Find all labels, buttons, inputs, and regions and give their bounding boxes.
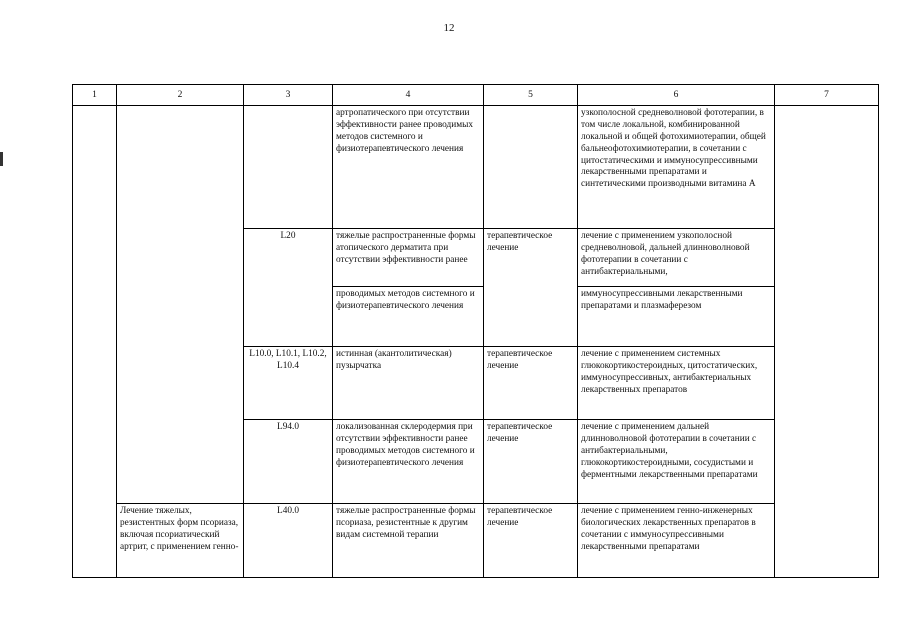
method-cell: лечение с применением системных глюкокортикостероидных, цитостатических, иммуносупрессивных, антибактериальных лекарственных препаратов [578,347,775,420]
scan-artifact-mark [0,152,3,166]
column-number: 3 [244,85,333,106]
column-1-cell [73,106,117,578]
condition-cell: артропатического при отсутствии эффективности ранее проводимых методов системного и физиотерапевтического лечения [333,106,484,229]
column-number: 7 [775,85,879,106]
treatment-type-cell: терапевтическое лечение [484,420,578,504]
code-cell: L20 [244,229,333,347]
condition-cell: истинная (акантолитическая) пузырчатка [333,347,484,420]
page-number: 12 [443,22,455,34]
method-cell: узкополосной средневолновой фототерапии, в том числе локальной, комбинированной локальной и общей фотохимиотерапии, общей бальнеофотохимиотерапии, в сочетании с цитостатическими и иммуносупрессивными лекарственными препаратами и синтетическими производными витамина А [578,106,775,229]
method-cell: лечение с применением дальней длинноволновой фототерапии в сочетании с антибактериальными, глюкокортикостероидными, сосудистыми и ферментными лекарственными препаратами [578,420,775,504]
column-2-cell [117,106,244,504]
condition-cell: локализованная склеродермия при отсутствии эффективности ранее проводимых методов системного и физиотерапевтического лечения [333,420,484,504]
condition-cell: тяжелые распространенные формы атопического дерматита при отсутствии эффективности ранее [333,229,484,287]
method-cell: лечение с применением генно-инженерных биологических лекарственных препаратов в сочетании с иммуносупрессивными лекарственными препаратами [578,504,775,578]
treatment-table [72,84,879,578]
column-number: 5 [484,85,578,106]
code-cell: L10.0, L10.1, L10.2, L10.4 [244,347,333,420]
column-number: 6 [578,85,775,106]
condition-cell: проводимых методов системного и физиотерапевтического лечения [333,287,484,347]
procedure-name-cell: Лечение тяжелых, резистентных форм псориаза, включая псориатический артрит, с применением генно- [117,504,244,578]
table-row [73,504,879,578]
code-cell [244,106,333,229]
code-cell: L40.0 [244,504,333,578]
method-cell: иммуносупрессивными лекарственными препаратами и плазмаферезом [578,287,775,347]
code-cell: L94.0 [244,420,333,504]
treatment-type-cell: терапевтическое лечение [484,504,578,578]
column-number: 4 [333,85,484,106]
treatment-type-cell: терапевтическое лечение [484,347,578,420]
table-row [73,106,879,229]
method-cell: лечение с применением узкополосной средневолновой, дальней длинноволновой фототерапии в сочетании с антибактериальными, [578,229,775,287]
condition-cell: тяжелые распространенные формы псориаза, резистентные к другим видам системной терапии [333,504,484,578]
column-number: 1 [73,85,117,106]
treatment-type-cell: терапевтическое лечение [484,229,578,347]
treatment-type-cell [484,106,578,229]
column-number-row [73,85,879,106]
column-number: 2 [117,85,244,106]
column-7-cell [775,106,879,578]
